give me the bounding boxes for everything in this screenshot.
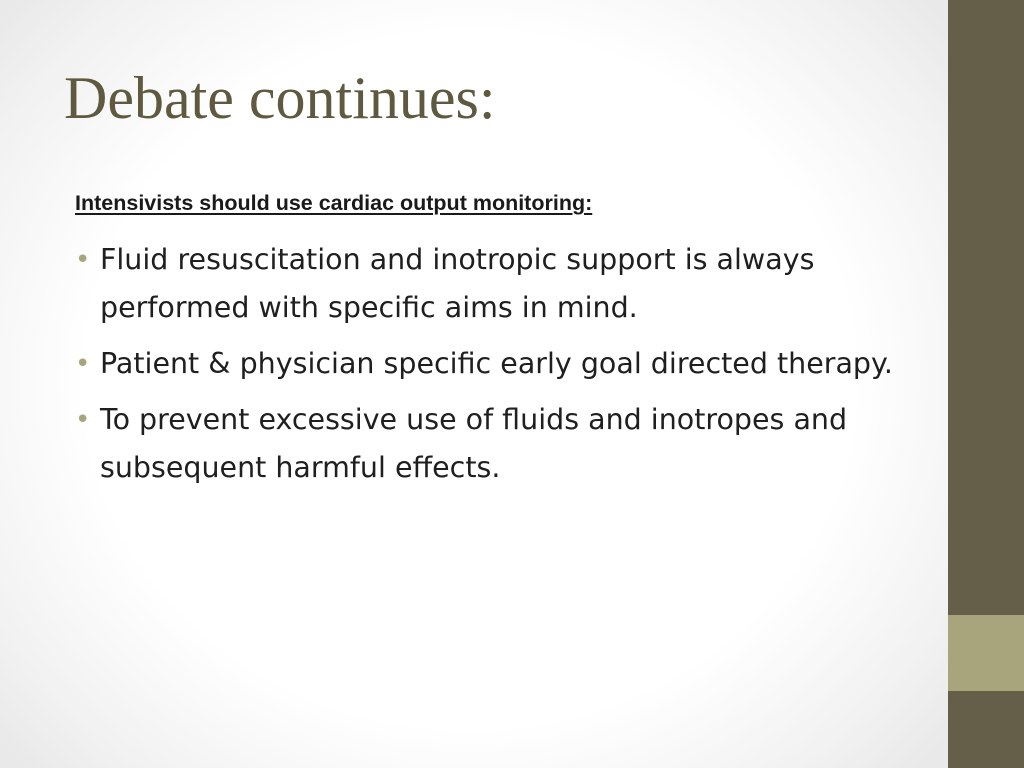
bullet-text: Fluid resuscitation and inotropic support is always performed with specific aims in mind. [100,243,815,324]
slide-title: Debate continues: [64,65,496,131]
bullet-text: To prevent excessive use of fluids and inotropes and subsequent harmful effects. [100,403,848,484]
list-item [75,340,895,388]
bullet-icon: • [75,405,91,435]
list-item [75,236,895,332]
subheading: Intensivists should use cardiac output monitoring: [75,191,593,215]
bullet-list [75,236,895,500]
right-sidebar-accent-block [948,615,1024,691]
bullet-icon: • [75,245,91,275]
bullet-icon: • [75,349,91,379]
bullet-text: Patient & physician specific early goal directed therapy. [100,347,893,380]
list-item [75,396,895,492]
